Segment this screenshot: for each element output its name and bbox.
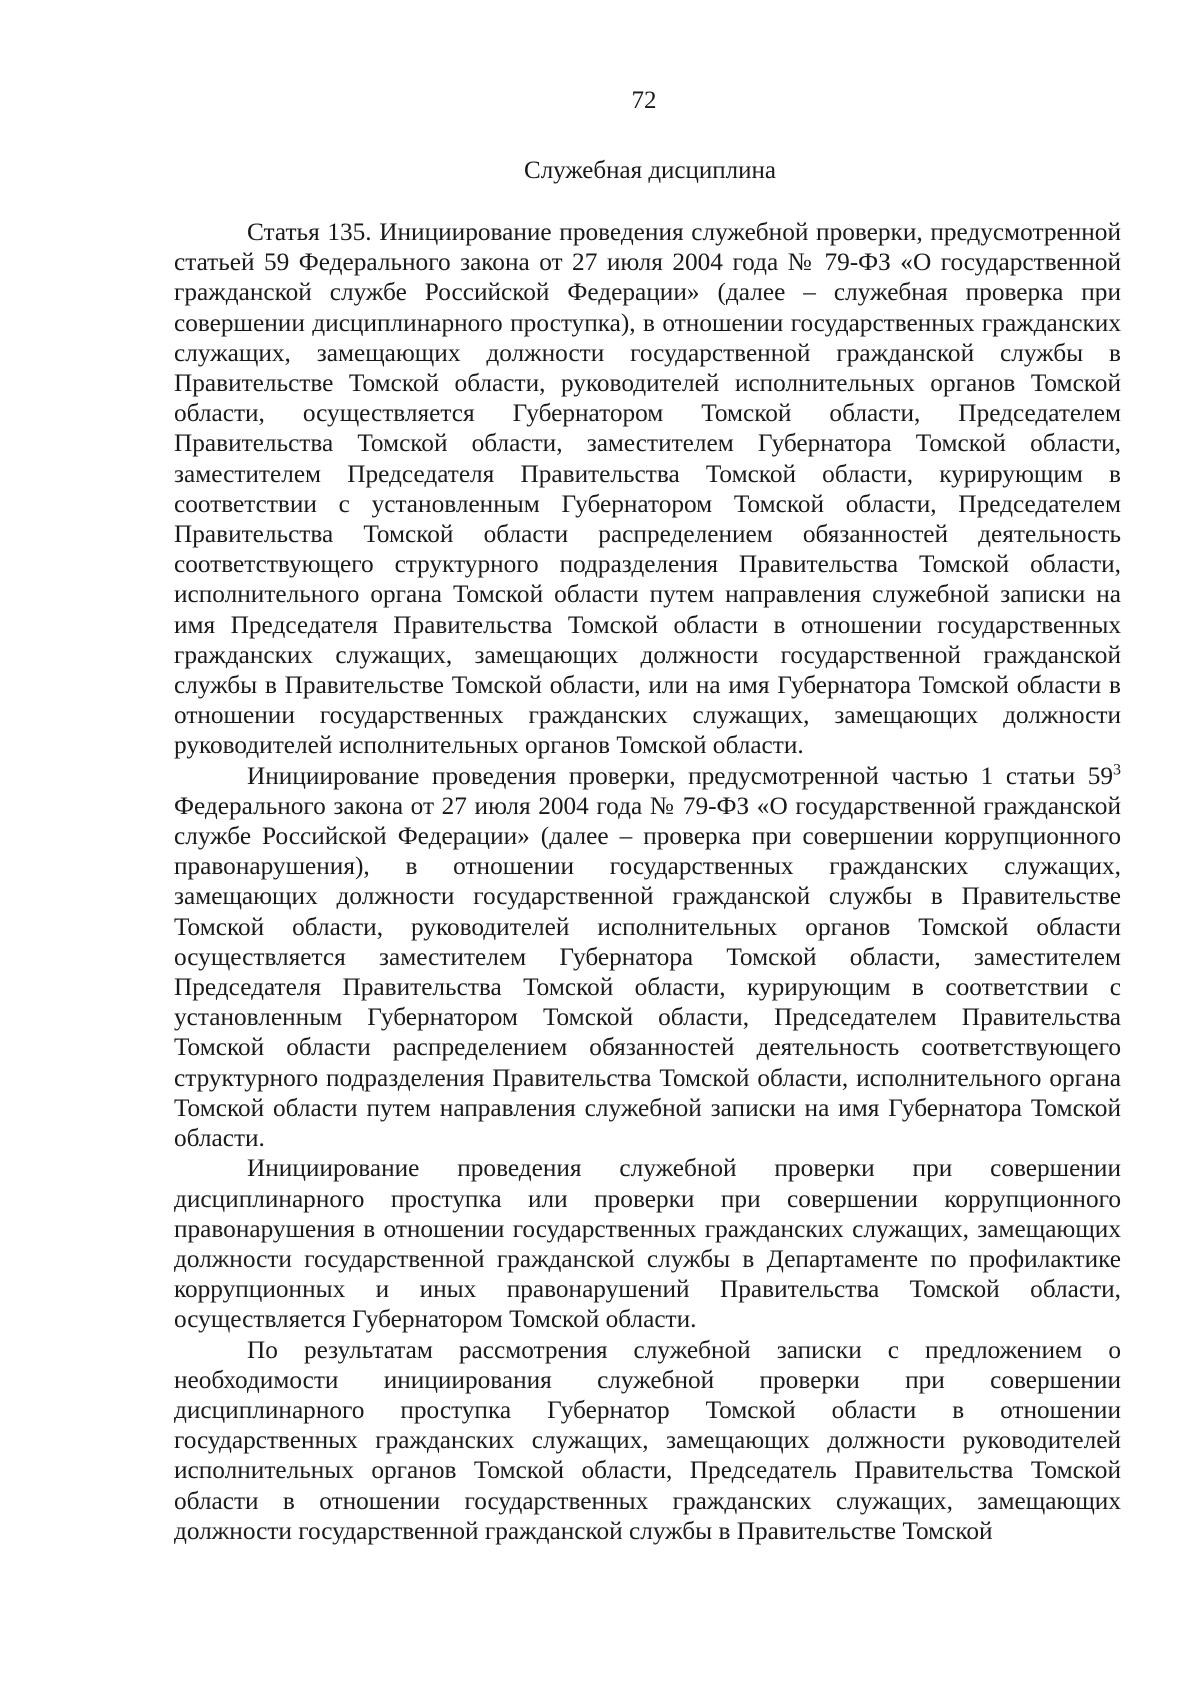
paragraph-review-results: По результатам рассмотрения служебной записки с предложением о необходимости инициирования служебной проверки при совершении дисциплинарного проступка Губернатор Томской области в отношении государственных гражданских служащих, замещающих должности руководителей исполнительных органов Томской области, Председатель Правительства Томской области в отношении государственных гражданских служащих, замещающих должности государственной гражданской службы в Правительстве Томской xyxy=(174,1335,1121,1545)
superscript-index: 3 xyxy=(1113,761,1121,779)
document-body xyxy=(174,217,1121,1546)
paragraph-corruption-check xyxy=(174,761,1121,1154)
paragraph-text-part: Инициирование проведения проверки, предусмотренной частью 1 статьи 59 xyxy=(247,761,1113,790)
paragraph-text-part: Федерального закона от 27 июля 2004 года № 79-ФЗ «О государственной гражданской службе Российской Федерации» (далее – проверка при совершении коррупционного правонарушения), в отношении государственных гражданских служащих, замещающих должности государственной гражданской службы в Правительстве Томской области, руководителей исполнительных органов Томской области осуществляется заместителем Губернатора Томской области, заместителем Председателя Правительства Томской области, курирующим в соответствии с установленным Губернатором Томской области, Председателем Правительства Томской области распределением обязанностей деятельность соответствующего структурного подразделения Правительства Томской области, исполнительного органа Томской области путем направления служебной записки на имя Губернатора Томской области. xyxy=(174,791,1121,1153)
paragraph-article-135: Статья 135. Инициирование проведения служебной проверки, предусмотренной статьей 59 Федерального закона от 27 июля 2004 года № 79-ФЗ «О государственной гражданской службе Российской Федерации» (далее – служебная проверка при совершении дисциплинарного проступка), в отношении государственных гражданских служащих, замещающих должности государственной гражданской службы в Правительстве Томской области, руководителей исполнительных органов Томской области, осуществляется Губернатором Томской области, Председателем Правительства Томской области, заместителем Губернатора Томской области, заместителем Председателя Правительства Томской области, курирующим в соответствии с установленным Губернатором Томской области, Председателем Правительства Томской области распределением обязанностей деятельность соответствующего структурного подразделения Правительства Томской области, исполнительного органа Томской области путем направления служебной записки на имя Председателя Правительства Томской области в отношении государственных гражданских служащих, замещающих должности государственной гражданской службы в Правительстве Томской области, или на имя Губернатора Томской области в отношении государственных гражданских служащих, замещающих должности руководителей исполнительных органов Томской области. xyxy=(174,218,1121,760)
page-number: 72 xyxy=(631,87,657,114)
section-title: Служебная дисциплина xyxy=(524,157,776,184)
paragraph-department-check: Инициирование проведения служебной проверки при совершении дисциплинарного проступка или проверки при совершении коррупционного правонарушения в отношении государственных гражданских служащих, замещающих должности государственной гражданской службы в Департаменте по профилактике коррупционных и иных правонарушений Правительства Томской области, осуществляется Губернатором Томской области. xyxy=(174,1154,1121,1334)
